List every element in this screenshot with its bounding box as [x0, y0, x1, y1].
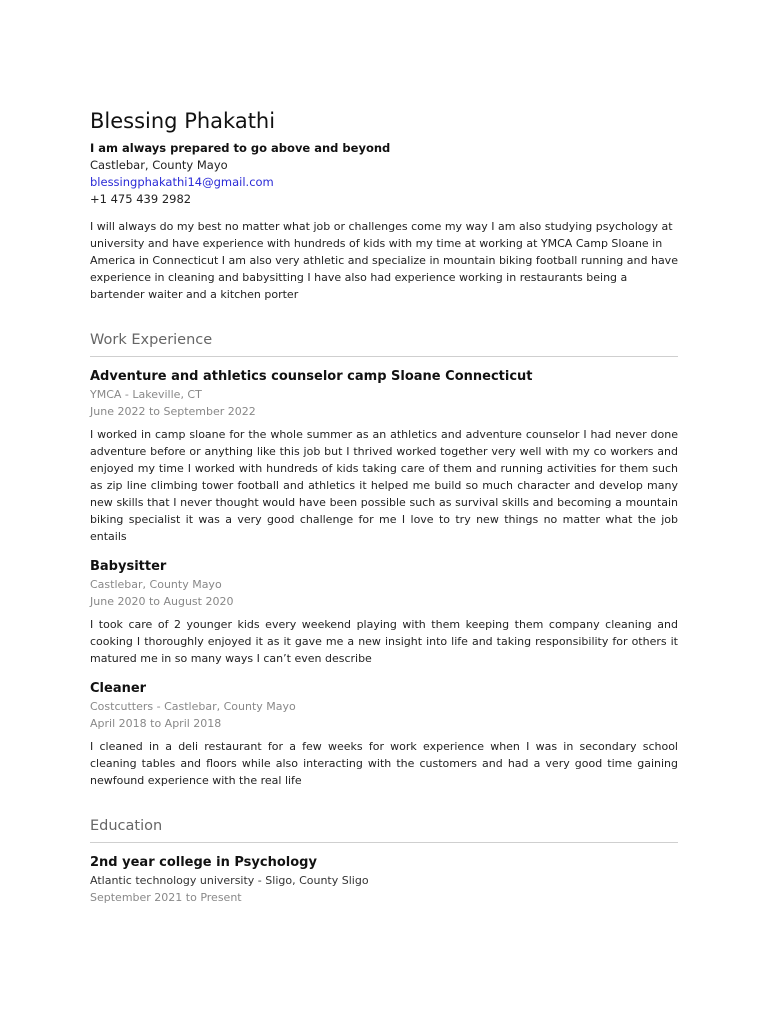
candidate-name: Blessing Phakathi [90, 109, 276, 133]
job-dates: June 2020 to August 2020 [90, 595, 234, 608]
job-title: Cleaner [90, 681, 147, 696]
job-dates: April 2018 to April 2018 [90, 717, 222, 730]
location: Castlebar, County Mayo [90, 158, 228, 172]
section-divider [90, 356, 678, 357]
school-name: Atlantic technology university - Sligo, County Sligo [90, 874, 369, 887]
summary-paragraph: I will always do my best no matter what job or challenges come my way I am also studying psychology at university and have experience with hundreds of kids with my time at working at YMCA Camp Sloane in America in Connecticut I am also very athletic and specialize in mountain biking football running and have experience in cleaning and babysitting I have also had experience working in restaurants being a bartender waiter and a kitchen porter [90, 220, 678, 301]
work-experience-heading: Work Experience [90, 332, 213, 348]
job-place: YMCA - Lakeville, CT [90, 388, 202, 401]
section-divider [90, 842, 678, 843]
email-link[interactable]: blessingphakathi14@gmail.com [90, 175, 274, 189]
job-title: Babysitter [90, 559, 167, 574]
job-dates: June 2022 to September 2022 [90, 405, 256, 418]
phone-number: +1 475 439 2982 [90, 192, 192, 206]
tagline: I am always prepared to go above and beyond [90, 141, 391, 155]
job-title: Adventure and athletics counselor camp Sloane Connecticut [90, 369, 533, 384]
education-heading: Education [90, 818, 163, 834]
job-description: I worked in camp sloane for the whole summer as an athletics and adventure counselor I had never done adventure before or anything like this job but I thrived worked together very well with my co workers and enjoyed my time I worked with hundreds of kids taking care of them and running activities for them such as zip line climbing tower football and athletics it helped me build so much character and develop many new skills that I never thought would have been possible such as survival skills and becoming a mountain biking specialist it was a very good challenge for me I love to try new things no matter what the job entails [90, 428, 678, 543]
job-description: I cleaned in a deli restaurant for a few weeks for work experience when I was in secondary school cleaning tables and floors while also interacting with the customers and had a very good time gaining newfound experience with the real life [90, 740, 678, 787]
education-entry [90, 853, 678, 906]
education-dates: September 2021 to Present [90, 891, 242, 904]
job-entry [90, 557, 678, 667]
job-place: Castlebar, County Mayo [90, 578, 222, 591]
job-entry [90, 679, 678, 789]
resume-content [90, 106, 678, 906]
degree-title: 2nd year college in Psychology [90, 855, 317, 870]
job-entry [90, 367, 678, 545]
job-description: I took care of 2 younger kids every weekend playing with them keeping them company cleaning and cooking I thoroughly enjoyed it as it gave me a new insight into life and taking responsibility for others it matured me in so many ways I can’t even describe [90, 618, 678, 665]
job-place: Costcutters - Castlebar, County Mayo [90, 700, 296, 713]
